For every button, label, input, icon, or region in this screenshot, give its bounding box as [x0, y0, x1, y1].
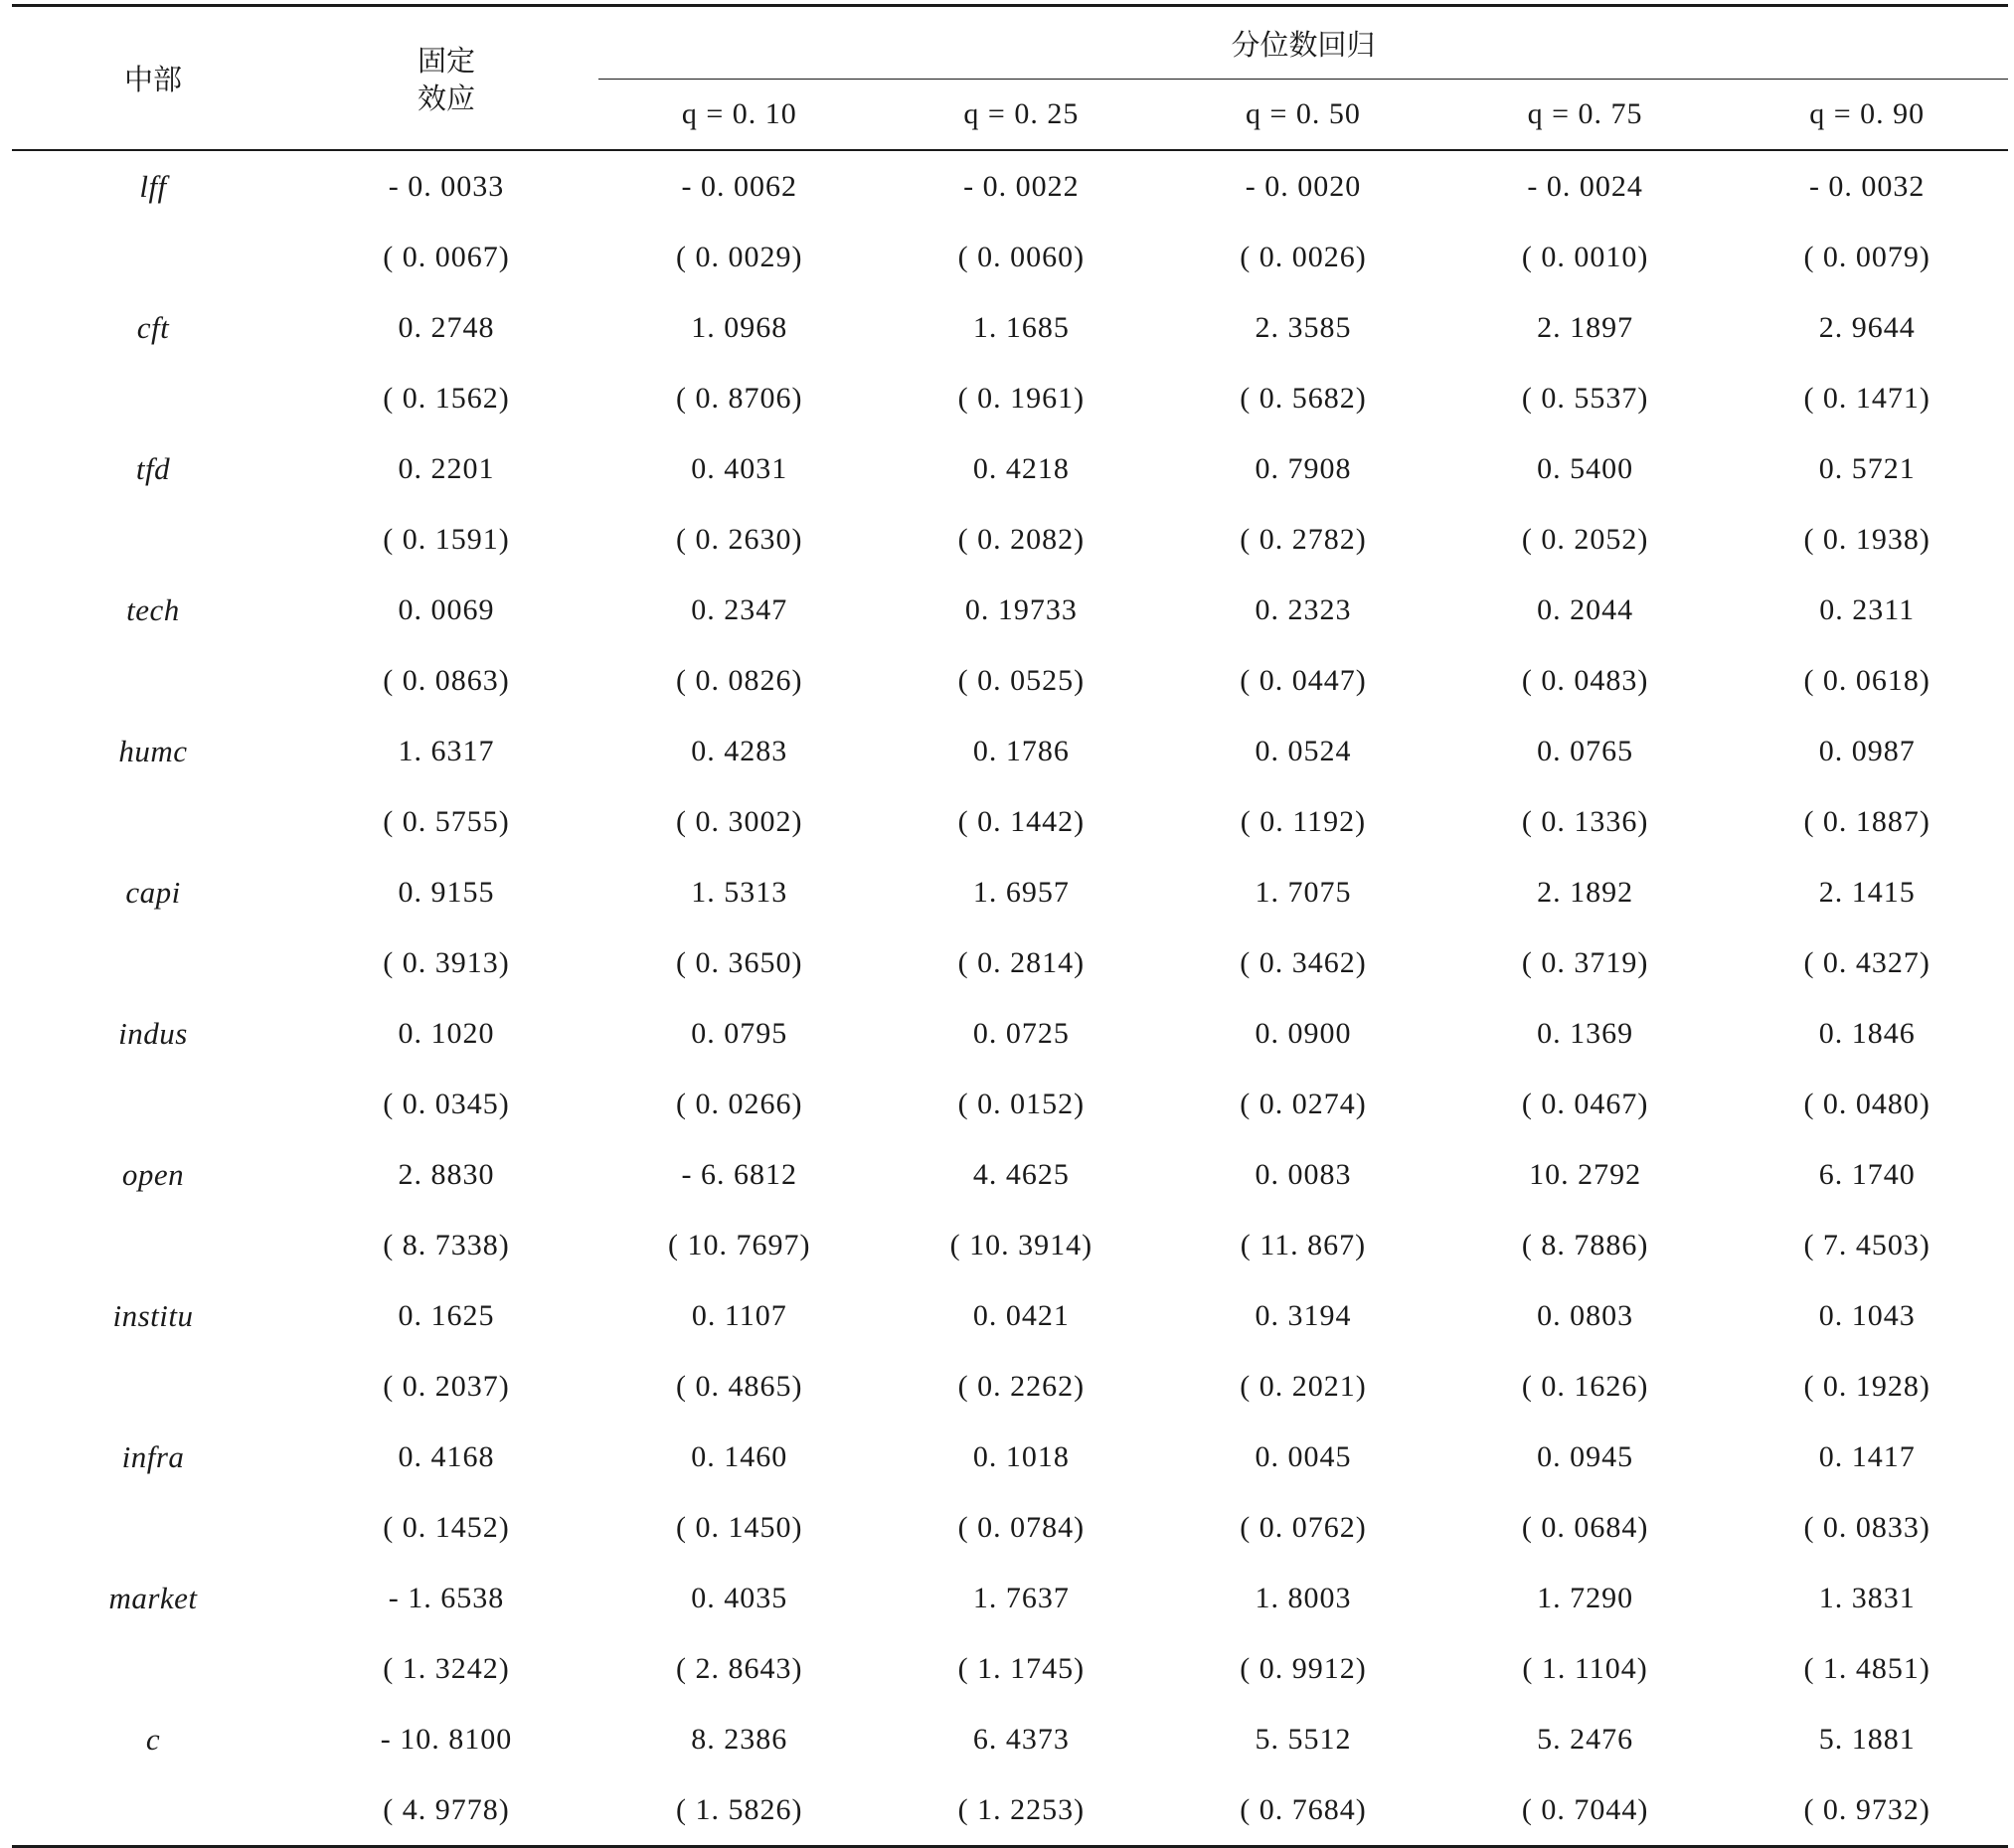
standard-error-cell: ( 0. 1938): [1803, 522, 1930, 556]
standard-error-cell: ( 0. 0467): [1521, 1087, 1649, 1120]
standard-error-cell: ( 0. 3719): [1521, 945, 1649, 979]
standard-error-cell: ( 0. 3462): [1240, 945, 1367, 979]
standard-error-cell: ( 0. 3002): [676, 804, 803, 838]
coefficient-cell: - 0. 0020: [1245, 169, 1362, 203]
standard-error-cell: ( 2. 8643): [676, 1651, 803, 1685]
table-row: [12, 1422, 2008, 1492]
variable-name: market: [108, 1580, 198, 1615]
standard-error-cell: ( 0. 1562): [383, 381, 510, 415]
standard-error-cell: ( 0. 0274): [1240, 1087, 1367, 1120]
coefficient-cell: 0. 2044: [1537, 592, 1634, 626]
coefficient-cell: 6. 4373: [972, 1722, 1070, 1756]
standard-error-cell: ( 0. 0447): [1240, 663, 1367, 697]
coefficient-cell: 1. 5313: [691, 875, 788, 909]
standard-error-cell: ( 0. 0826): [676, 663, 803, 697]
coefficient-cell: 0. 7908: [1255, 451, 1352, 485]
variable-name: open: [121, 1156, 185, 1192]
standard-error-cell: ( 1. 3242): [383, 1651, 510, 1685]
table-row: [12, 150, 2008, 222]
standard-error-cell: ( 8. 7338): [383, 1228, 510, 1261]
coefficient-cell: 0. 0900: [1255, 1016, 1352, 1050]
standard-error-cell: ( 0. 1192): [1240, 804, 1367, 838]
coefficient-cell: 0. 0987: [1818, 734, 1916, 767]
coefficient-cell: 0. 0069: [398, 592, 495, 626]
quantile-header: q = 0. 50: [1246, 97, 1361, 130]
coefficient-cell: 0. 1043: [1818, 1298, 1916, 1332]
empty-cell: [12, 504, 294, 575]
coefficient-cell: 0. 0524: [1255, 734, 1352, 767]
standard-error-cell: ( 0. 0060): [957, 240, 1086, 273]
coefficient-cell: 10. 2792: [1529, 1157, 1642, 1191]
fixed-effect-header-line2: 效应: [417, 81, 475, 115]
coefficient-cell: 0. 2201: [398, 451, 495, 485]
standard-error-cell: ( 0. 2630): [676, 522, 803, 556]
standard-error-cell: ( 1. 1104): [1522, 1651, 1648, 1685]
standard-error-cell: ( 0. 3650): [676, 945, 803, 979]
empty-cell: [12, 927, 294, 998]
regression-table-container: [12, 4, 2008, 1848]
standard-error-cell: ( 0. 1450): [676, 1510, 803, 1544]
coefficient-cell: 0. 0725: [972, 1016, 1070, 1050]
standard-error-cell: ( 0. 0345): [383, 1087, 510, 1120]
table-row: [12, 1069, 2008, 1139]
coefficient-cell: 0. 1460: [691, 1439, 788, 1473]
table-row: [12, 1139, 2008, 1210]
fixed-effect-header: [294, 6, 598, 151]
coefficient-cell: 0. 2311: [1819, 592, 1916, 626]
coefficient-cell: 0. 1369: [1537, 1016, 1634, 1050]
table-row: [12, 857, 2008, 927]
coefficient-cell: 2. 3585: [1255, 310, 1352, 344]
standard-error-cell: ( 0. 9912): [1240, 1651, 1367, 1685]
coefficient-cell: 5. 1881: [1818, 1722, 1916, 1756]
coefficient-cell: 4. 4625: [972, 1157, 1070, 1191]
coefficient-cell: 0. 4218: [972, 451, 1070, 485]
table-row: [12, 1704, 2008, 1774]
coefficient-cell: 0. 2748: [398, 310, 495, 344]
coefficient-cell: 0. 1417: [1818, 1439, 1916, 1473]
table-row: [12, 1774, 2008, 1847]
coefficient-cell: 2. 9644: [1818, 310, 1916, 344]
coefficient-cell: 0. 0765: [1537, 734, 1634, 767]
region-header: 中部: [12, 6, 294, 151]
standard-error-cell: ( 4. 9778): [294, 1774, 598, 1847]
coefficient-cell: 1. 6317: [398, 734, 495, 767]
standard-error-cell: ( 0. 1887): [1803, 804, 1930, 838]
coefficient-cell: 0. 1107: [691, 1298, 787, 1332]
table-row: [12, 575, 2008, 645]
coefficient-cell: 0. 4283: [691, 734, 788, 767]
variable-name: tfd: [135, 450, 171, 486]
empty-cell: [12, 363, 294, 433]
coefficient-cell: 0. 0083: [1255, 1157, 1352, 1191]
coefficient-cell: 0. 1018: [972, 1439, 1070, 1473]
standard-error-cell: ( 0. 0833): [1803, 1510, 1930, 1544]
standard-error-cell: ( 0. 5537): [1521, 381, 1649, 415]
standard-error-cell: ( 0. 0762): [1240, 1510, 1367, 1544]
coefficient-cell: 1. 7075: [1255, 875, 1352, 909]
coefficient-cell: 2. 1897: [1537, 310, 1634, 344]
empty-cell: [12, 222, 294, 292]
standard-error-cell: ( 0. 4865): [676, 1369, 803, 1403]
variable-name: c: [145, 1721, 161, 1757]
standard-error-cell: ( 10. 7697): [668, 1228, 811, 1261]
table-row: [12, 927, 2008, 998]
standard-error-cell: ( 0. 2052): [1521, 522, 1649, 556]
empty-cell: [12, 1774, 294, 1847]
table-row: [12, 1563, 2008, 1633]
standard-error-cell: ( 0. 0029): [676, 240, 803, 273]
standard-error-cell: ( 0. 0784): [957, 1510, 1086, 1544]
coefficient-cell: 0. 2323: [1255, 592, 1352, 626]
standard-error-cell: ( 0. 4327): [1803, 945, 1930, 979]
coefficient-cell: 1. 7637: [972, 1581, 1070, 1614]
table-row: [12, 1351, 2008, 1422]
coefficient-cell: 0. 4168: [398, 1439, 495, 1473]
standard-error-cell: ( 0. 2814): [957, 945, 1086, 979]
coefficient-cell: - 10. 8100: [380, 1722, 513, 1756]
coefficient-cell: 0. 4035: [691, 1581, 788, 1614]
empty-cell: [12, 1492, 294, 1563]
table-row: [12, 645, 2008, 716]
empty-cell: [12, 1210, 294, 1280]
standard-error-cell: ( 7. 4503): [1803, 1228, 1930, 1261]
standard-error-cell: ( 0. 0010): [1521, 240, 1649, 273]
coefficient-cell: 0. 3194: [1255, 1298, 1352, 1332]
standard-error-cell: ( 0. 1961): [957, 381, 1086, 415]
coefficient-cell: 1. 6957: [972, 875, 1070, 909]
table-row: [12, 1633, 2008, 1704]
quantile-regression-header: 分位数回归: [598, 6, 2008, 80]
standard-error-cell: ( 0. 2021): [1240, 1369, 1367, 1403]
standard-error-cell: ( 0. 7044): [1444, 1774, 1727, 1847]
standard-error-cell: ( 0. 0480): [1803, 1087, 1930, 1120]
standard-error-cell: ( 0. 0079): [1803, 240, 1930, 273]
coefficient-cell: 0. 5721: [1818, 451, 1916, 485]
regression-table: [12, 4, 2008, 1848]
standard-error-cell: ( 0. 0152): [957, 1087, 1086, 1120]
standard-error-cell: ( 0. 2782): [1240, 522, 1367, 556]
variable-name: infra: [121, 1438, 185, 1474]
coefficient-cell: 0. 0421: [972, 1298, 1070, 1332]
coefficient-cell: 6. 1740: [1818, 1157, 1916, 1191]
coefficient-cell: 0. 9155: [398, 875, 495, 909]
variable-name: institu: [112, 1297, 194, 1333]
coefficient-cell: - 0. 0062: [681, 169, 798, 203]
coefficient-cell: 0. 1020: [398, 1016, 495, 1050]
standard-error-cell: ( 0. 2262): [957, 1369, 1086, 1403]
standard-error-cell: ( 1. 4851): [1803, 1651, 1930, 1685]
coefficient-cell: - 0. 0022: [963, 169, 1080, 203]
standard-error-cell: ( 0. 0067): [383, 240, 510, 273]
coefficient-cell: 8. 2386: [691, 1722, 788, 1756]
standard-error-cell: ( 0. 0266): [676, 1087, 803, 1120]
coefficient-cell: 1. 7290: [1537, 1581, 1634, 1614]
coefficient-cell: 0. 2347: [691, 592, 788, 626]
coefficient-cell: 1. 1685: [972, 310, 1070, 344]
empty-cell: [12, 786, 294, 857]
quantile-header: q = 0. 90: [1809, 97, 1926, 130]
standard-error-cell: ( 0. 1928): [1803, 1369, 1930, 1403]
coefficient-cell: 2. 1415: [1818, 875, 1916, 909]
standard-error-cell: ( 0. 3913): [383, 945, 510, 979]
variable-name: cft: [136, 309, 170, 345]
standard-error-cell: ( 0. 0618): [1803, 663, 1930, 697]
table-row: [12, 292, 2008, 363]
coefficient-cell: 1. 8003: [1255, 1581, 1352, 1614]
standard-error-cell: ( 0. 9732): [1726, 1774, 2008, 1847]
table-row: [12, 1210, 2008, 1280]
coefficient-cell: 2. 1892: [1537, 875, 1634, 909]
coefficient-cell: 0. 1625: [398, 1298, 495, 1332]
coefficient-cell: - 0. 0024: [1527, 169, 1643, 203]
standard-error-cell: ( 0. 1452): [383, 1510, 510, 1544]
coefficient-cell: 1. 3831: [1818, 1581, 1916, 1614]
table-row: [12, 998, 2008, 1069]
standard-error-cell: ( 0. 1626): [1521, 1369, 1649, 1403]
standard-error-cell: ( 0. 2037): [383, 1369, 510, 1403]
quantile-header: q = 0. 75: [1527, 97, 1643, 130]
coefficient-cell: - 6. 6812: [681, 1157, 798, 1191]
table-row: [12, 716, 2008, 786]
coefficient-cell: 0. 0803: [1537, 1298, 1634, 1332]
standard-error-cell: ( 0. 0525): [957, 663, 1086, 697]
coefficient-cell: 2. 8830: [398, 1157, 495, 1191]
quantile-header: q = 0. 10: [681, 97, 797, 130]
standard-error-cell: ( 0. 1442): [957, 804, 1086, 838]
table-row: [12, 786, 2008, 857]
standard-error-cell: ( 10. 3914): [949, 1228, 1093, 1261]
standard-error-cell: ( 0. 0684): [1521, 1510, 1649, 1544]
variable-name: indus: [118, 1015, 188, 1051]
standard-error-cell: ( 0. 1336): [1521, 804, 1649, 838]
variable-name: capi: [125, 874, 181, 910]
empty-cell: [12, 1633, 294, 1704]
standard-error-cell: ( 11. 867): [1240, 1228, 1367, 1261]
standard-error-cell: ( 0. 0863): [383, 663, 510, 697]
coefficient-cell: 0. 0945: [1537, 1439, 1634, 1473]
coefficient-cell: 0. 5400: [1537, 451, 1634, 485]
coefficient-cell: 0. 19733: [964, 592, 1078, 626]
coefficient-cell: 5. 5512: [1255, 1722, 1352, 1756]
table-row: [12, 1280, 2008, 1351]
coefficient-cell: 1. 0968: [691, 310, 788, 344]
standard-error-cell: ( 0. 1471): [1803, 381, 1930, 415]
standard-error-cell: ( 0. 5755): [383, 804, 510, 838]
standard-error-cell: ( 0. 1591): [383, 522, 510, 556]
coefficient-cell: - 0. 0032: [1808, 169, 1926, 203]
variable-name: humc: [118, 733, 188, 768]
coefficient-cell: 0. 0045: [1255, 1439, 1352, 1473]
empty-cell: [12, 645, 294, 716]
table-body: [12, 150, 2008, 1847]
standard-error-cell: ( 0. 7684): [1162, 1774, 1444, 1847]
table-row: [12, 504, 2008, 575]
coefficient-cell: 5. 2476: [1537, 1722, 1634, 1756]
table-row: [12, 363, 2008, 433]
standard-error-cell: ( 0. 5682): [1240, 381, 1367, 415]
standard-error-cell: ( 0. 2082): [957, 522, 1086, 556]
fixed-effect-header-line1: 固定: [417, 43, 475, 78]
empty-cell: [12, 1351, 294, 1422]
standard-error-cell: ( 1. 1745): [957, 1651, 1086, 1685]
header-row-1: [12, 6, 2008, 80]
standard-error-cell: ( 0. 0483): [1521, 663, 1649, 697]
coefficient-cell: 0. 1786: [972, 734, 1070, 767]
standard-error-cell: ( 8. 7886): [1521, 1228, 1649, 1261]
table-row: [12, 433, 2008, 504]
empty-cell: [12, 1069, 294, 1139]
standard-error-cell: ( 1. 5826): [598, 1774, 881, 1847]
coefficient-cell: - 1. 6538: [388, 1581, 505, 1614]
variable-name: lff: [139, 168, 167, 204]
standard-error-cell: ( 0. 0026): [1240, 240, 1367, 273]
standard-error-cell: ( 1. 2253): [881, 1774, 1163, 1847]
coefficient-cell: 0. 0795: [691, 1016, 788, 1050]
quantile-header: q = 0. 25: [963, 97, 1080, 130]
coefficient-cell: 0. 1846: [1818, 1016, 1916, 1050]
table-row: [12, 222, 2008, 292]
coefficient-cell: 0. 4031: [691, 451, 788, 485]
coefficient-cell: - 0. 0033: [388, 169, 505, 203]
standard-error-cell: ( 0. 8706): [676, 381, 803, 415]
variable-name: tech: [126, 591, 180, 627]
table-row: [12, 1492, 2008, 1563]
